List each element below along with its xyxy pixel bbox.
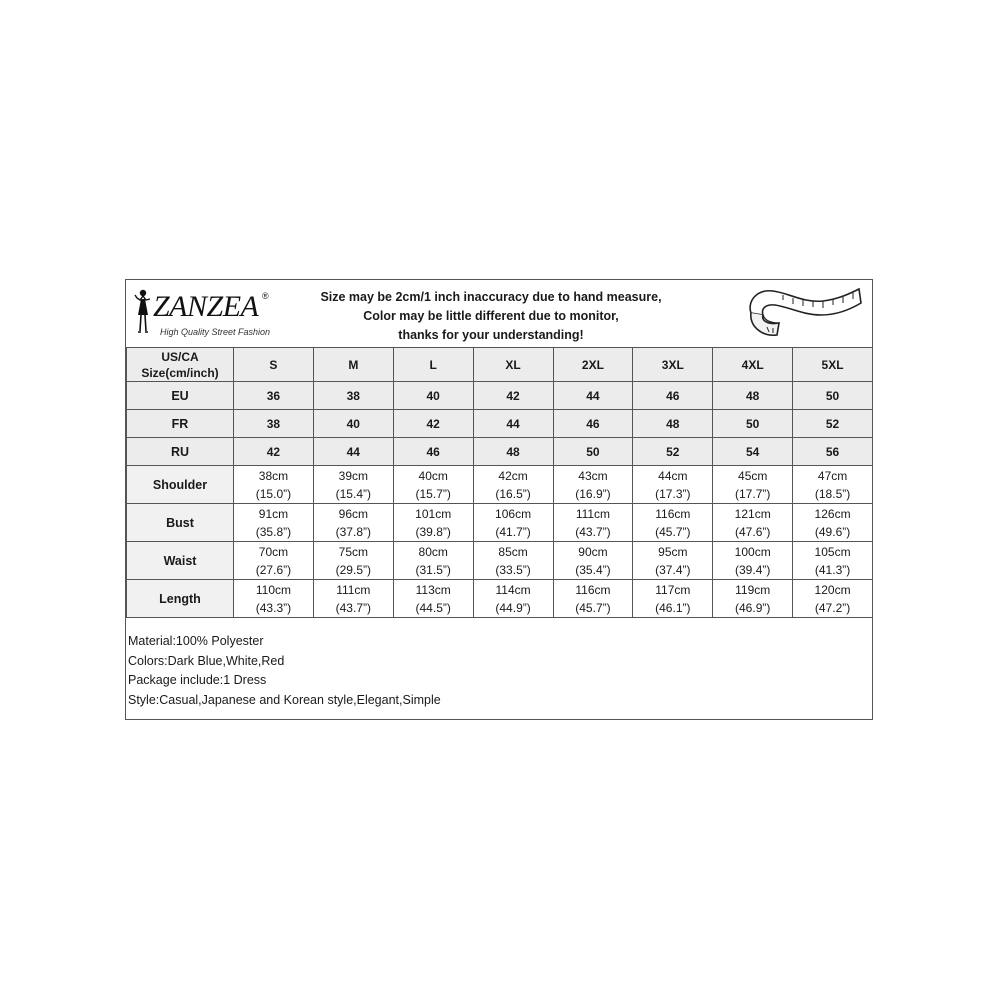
- measurement-inch: (41.7”): [495, 524, 531, 539]
- measurement-cell: [473, 466, 553, 504]
- measurement-cell: [713, 466, 793, 504]
- brand-tagline: High Quality Street Fashion: [160, 327, 271, 337]
- table-cell: 48: [473, 438, 553, 466]
- measurement-inch: (15.7”): [415, 486, 451, 501]
- measurement-inch: (15.4”): [335, 486, 371, 501]
- measurement-cell: [553, 466, 633, 504]
- measurement-row: [127, 580, 873, 618]
- measurement-notice: [306, 288, 676, 345]
- row-label: RU: [127, 438, 234, 466]
- row-label: FR: [127, 410, 234, 438]
- table-cell: 38: [234, 410, 314, 438]
- measurement-cell: [393, 466, 473, 504]
- measurement-cm: 44cm: [658, 468, 688, 483]
- measurement-inch: (27.6”): [255, 562, 292, 577]
- colors-text: Colors:Dark Blue,White,Red: [128, 653, 285, 668]
- measurement-cm: 116cm: [655, 506, 691, 521]
- size-chart-card: [125, 279, 873, 720]
- size-conversion-row: [127, 382, 873, 410]
- table-cell: 46: [633, 382, 713, 410]
- measurement-inch: (39.8”): [415, 524, 451, 539]
- measurement-cell: [553, 542, 633, 580]
- measurement-inch: (31.5”): [415, 562, 451, 577]
- measurement-inch: (35.8”): [255, 524, 292, 539]
- registered-mark: ®: [262, 291, 269, 301]
- row-label: Waist: [127, 542, 234, 580]
- measurement-cell: [234, 466, 314, 504]
- package-text: Package include:1 Dress: [128, 673, 267, 687]
- measurement-cm: 80cm: [418, 544, 448, 559]
- measurement-cm: 70cm: [258, 544, 289, 559]
- size-chart-header: [126, 280, 872, 347]
- size-cell: 4XL: [713, 348, 793, 382]
- measurement-inch: (33.5”): [495, 562, 531, 577]
- measurement-inch: (43.7”): [335, 600, 371, 615]
- woman-silhouette-icon: [131, 287, 155, 337]
- measurement-cm: 42cm: [498, 468, 528, 483]
- table-cell: 40: [313, 410, 393, 438]
- measurement-cell: [313, 542, 393, 580]
- measurement-cm: 43cm: [578, 468, 608, 483]
- size-conversion-row: [127, 410, 873, 438]
- measurement-inch: (44.9”): [495, 600, 531, 615]
- brand-name: ZANZEA: [153, 290, 259, 323]
- measurement-cm: 75cm: [338, 544, 368, 559]
- measurement-inch: (43.7”): [575, 524, 611, 539]
- row-label: Bust: [127, 504, 234, 542]
- row-label: Length: [127, 580, 234, 618]
- size-cell: L: [393, 348, 473, 382]
- table-cell: 42: [473, 382, 553, 410]
- measurement-inch: (45.7”): [655, 524, 691, 539]
- measurement-cm: 114cm: [495, 582, 531, 597]
- measurement-cm: 111cm: [575, 506, 611, 521]
- measurement-inch: (39.4”): [735, 562, 771, 577]
- table-cell: 48: [713, 382, 793, 410]
- measurement-inch: (47.2”): [814, 600, 851, 615]
- measurement-cell: [793, 542, 873, 580]
- measurement-cm: 90cm: [578, 544, 608, 559]
- measurement-cm: 106cm: [495, 506, 532, 521]
- table-cell: 36: [234, 382, 314, 410]
- measurement-inch: (49.6”): [814, 524, 851, 539]
- table-cell: 52: [793, 410, 873, 438]
- measurement-cell: [713, 504, 793, 542]
- measurement-cm: 105cm: [814, 544, 851, 559]
- measurement-cell: [473, 504, 553, 542]
- measurement-cm: 95cm: [658, 544, 688, 559]
- measurement-cm: 126cm: [814, 506, 851, 521]
- measurement-cm: 38cm: [258, 468, 289, 483]
- table-cell: 46: [393, 438, 473, 466]
- table-cell: 40: [393, 382, 473, 410]
- measurement-inch: (47.6”): [735, 524, 771, 539]
- table-cell: 48: [633, 410, 713, 438]
- measurement-cm: 96cm: [338, 506, 368, 521]
- measurement-cell: [553, 580, 633, 618]
- measurement-cell: [234, 542, 314, 580]
- measurement-cell: [313, 466, 393, 504]
- measurement-cell: [633, 580, 713, 618]
- measurement-cell: [633, 542, 713, 580]
- table-cell: 46: [553, 410, 633, 438]
- measurement-inch: (37.8”): [335, 524, 371, 539]
- size-header-label-line-1: US/CA: [161, 349, 199, 364]
- size-header-label-line-2: Size(cm/inch): [141, 365, 219, 380]
- size-header-label: [127, 348, 234, 382]
- measurement-cell: [553, 504, 633, 542]
- measurement-cm: 111cm: [336, 582, 371, 597]
- measurement-cm: 47cm: [817, 468, 848, 483]
- measurement-inch: (17.3”): [655, 486, 691, 501]
- table-cell: 50: [793, 382, 873, 410]
- measurement-cm: 85cm: [498, 544, 528, 559]
- measuring-tape-icon: [743, 283, 865, 343]
- row-label: EU: [127, 382, 234, 410]
- table-cell: 52: [633, 438, 713, 466]
- measurement-cell: [393, 542, 473, 580]
- measurement-cell: [793, 466, 873, 504]
- size-cell: M: [313, 348, 393, 382]
- measurement-cm: 113cm: [415, 582, 451, 597]
- table-cell: 54: [713, 438, 793, 466]
- measurement-cell: [393, 504, 473, 542]
- measurement-inch: (35.4”): [575, 562, 611, 577]
- table-cell: 50: [713, 410, 793, 438]
- measurement-cell: [633, 504, 713, 542]
- measurement-inch: (41.3”): [814, 562, 851, 577]
- measurement-cell: [713, 542, 793, 580]
- brand-logo: [131, 287, 291, 343]
- size-cell: 2XL: [553, 348, 633, 382]
- size-table: [126, 347, 873, 618]
- table-cell: 44: [473, 410, 553, 438]
- material-text: Material:100% Polyester: [128, 634, 264, 648]
- notice-line-1: Size may be 2cm/1 inch inaccuracy due to hand measure,: [320, 290, 662, 304]
- measurement-inch: (46.9”): [735, 600, 771, 615]
- measurement-inch: (44.5”): [415, 600, 451, 615]
- measurement-cell: [234, 504, 314, 542]
- notice-line-2: Color may be little different due to monitor,: [363, 309, 619, 323]
- measurement-row: [127, 466, 873, 504]
- table-cell: 38: [313, 382, 393, 410]
- measurement-cm: 45cm: [738, 468, 768, 483]
- measurement-row: [127, 504, 873, 542]
- measurement-cell: [234, 580, 314, 618]
- row-label: Shoulder: [127, 466, 234, 504]
- measurement-inch: (17.7”): [735, 486, 771, 501]
- measurement-inch: (18.5”): [814, 486, 851, 501]
- measurement-cell: [633, 466, 713, 504]
- measurement-cell: [473, 580, 553, 618]
- measurement-cell: [793, 504, 873, 542]
- table-cell: 44: [313, 438, 393, 466]
- measurement-cm: 117cm: [655, 582, 691, 597]
- table-cell: 42: [234, 438, 314, 466]
- measurement-cm: 91cm: [258, 506, 289, 521]
- measurement-inch: (16.5”): [495, 486, 531, 501]
- measurement-inch: (37.4”): [655, 562, 691, 577]
- measurement-cell: [793, 580, 873, 618]
- size-header-row: [127, 348, 873, 382]
- measurement-cm: 40cm: [418, 468, 448, 483]
- measurement-inch: (43.3”): [255, 600, 292, 615]
- measurement-inch: (45.7”): [575, 600, 611, 615]
- measurement-cell: [313, 580, 393, 618]
- notice-line-3: thanks for your understanding!: [398, 328, 584, 342]
- style-text: Style:Casual,Japanese and Korean style,Elegant,Simple: [128, 692, 441, 707]
- size-cell: XL: [473, 348, 553, 382]
- measurement-cm: 39cm: [338, 468, 368, 483]
- measurement-inch: (29.5”): [335, 562, 371, 577]
- measurement-cm: 100cm: [734, 544, 771, 559]
- measurement-inch: (16.9”): [575, 486, 611, 501]
- table-cell: 50: [553, 438, 633, 466]
- measurement-inch: (15.0”): [255, 486, 292, 501]
- measurement-cm: 101cm: [415, 506, 452, 521]
- table-cell: 56: [793, 438, 873, 466]
- size-cell: 3XL: [633, 348, 713, 382]
- measurement-inch: (46.1”): [655, 600, 691, 615]
- measurement-cm: 119cm: [735, 582, 771, 597]
- measurement-cell: [713, 580, 793, 618]
- measurement-cm: 110cm: [255, 582, 291, 597]
- table-cell: 44: [553, 382, 633, 410]
- size-cell: 5XL: [793, 348, 873, 382]
- measurement-row: [127, 542, 873, 580]
- measurement-cell: [473, 542, 553, 580]
- measurement-cell: [313, 504, 393, 542]
- size-cell: S: [234, 348, 314, 382]
- measurement-cm: 116cm: [575, 582, 611, 597]
- table-cell: 42: [393, 410, 473, 438]
- size-conversion-row: [127, 438, 873, 466]
- product-details: [128, 632, 828, 710]
- measurement-cell: [393, 580, 473, 618]
- measurement-cm: 120cm: [814, 582, 851, 597]
- measurement-cm: 121cm: [734, 506, 771, 521]
